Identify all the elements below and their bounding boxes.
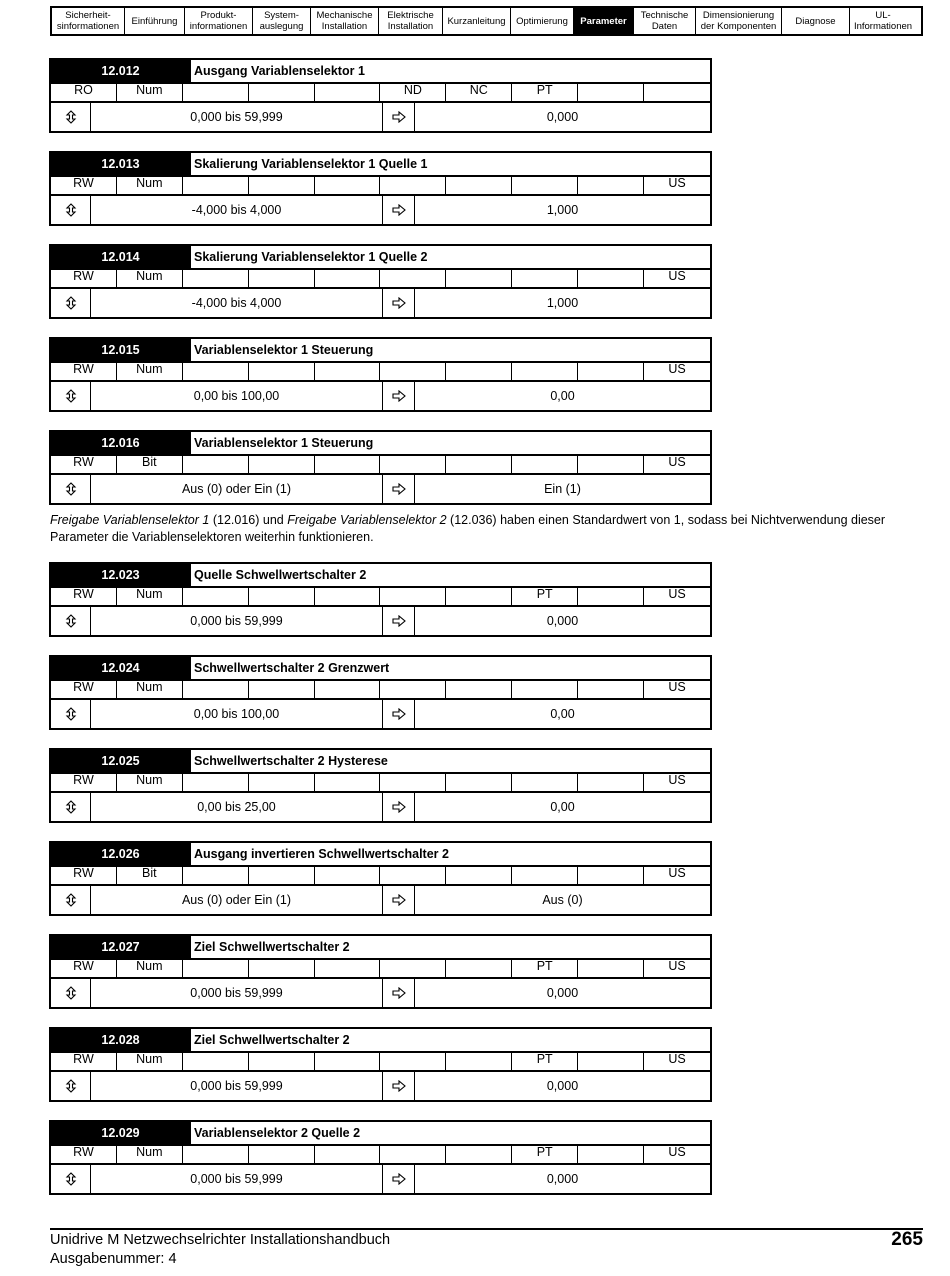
flag-cell: RW xyxy=(51,1144,117,1163)
flag-cell xyxy=(249,679,315,698)
flag-cell xyxy=(315,82,381,101)
parameter-default: Ein (1) xyxy=(544,482,581,496)
flag-cell: US xyxy=(668,773,686,787)
flag-cell xyxy=(380,268,446,287)
flag-cell: Num xyxy=(117,586,183,605)
nav-tab-einf-hrung[interactable]: Einführung xyxy=(125,8,185,34)
parameter-id: 12.029 xyxy=(51,1122,190,1144)
nav-tab-technischedaten[interactable]: Technische Daten xyxy=(634,8,696,34)
parameter-default: 0,00 xyxy=(550,800,575,814)
parameter-default: 1,000 xyxy=(546,203,579,217)
range-arrows-icon xyxy=(51,607,91,635)
flag-cell: US xyxy=(668,455,686,469)
flag-cell xyxy=(183,268,249,287)
flag-cell xyxy=(446,1051,512,1070)
parameter-table xyxy=(49,1120,712,1195)
flag-cell: Num xyxy=(117,82,183,101)
parameter-default: 1,000 xyxy=(546,296,579,310)
flag-cell xyxy=(183,1051,249,1070)
flag-cell xyxy=(315,772,381,791)
parameter-values xyxy=(51,1072,710,1100)
nav-tab-mechanischeinstallation[interactable]: Mechanische Installation xyxy=(311,8,379,34)
flag-cell xyxy=(183,865,249,884)
nav-tab-kurzanleitung[interactable]: Kurzanleitung xyxy=(443,8,511,34)
parameter-range: Aus (0) oder Ein (1) xyxy=(91,475,383,503)
flag-cell xyxy=(578,586,644,605)
parameter-table xyxy=(49,934,712,1009)
parameter-range: 0,000 bis 59,999 xyxy=(91,103,383,131)
parameter-range: 0,000 bis 59,999 xyxy=(91,607,383,635)
flag-cell xyxy=(249,268,315,287)
footer-divider xyxy=(50,1228,923,1230)
range-arrows-icon xyxy=(51,1072,91,1100)
flag-cell xyxy=(578,1051,644,1070)
flag-cell xyxy=(512,268,578,287)
parameter-values xyxy=(51,886,710,914)
parameter-table xyxy=(49,58,712,133)
flag-cell: US xyxy=(668,1145,686,1159)
note-term-2: Freigabe Variablenselektor 2 xyxy=(287,513,447,527)
default-arrow-icon xyxy=(383,1165,415,1193)
parameter-flags xyxy=(51,1051,710,1072)
nav-tab-optimierung[interactable]: Optimierung xyxy=(511,8,574,34)
parameter-default: 0,000 xyxy=(546,614,579,628)
flag-cell xyxy=(446,865,512,884)
flag-cell xyxy=(249,865,315,884)
flag-cell: US xyxy=(668,176,686,190)
flag-cell xyxy=(249,1144,315,1163)
flag-cell xyxy=(512,865,578,884)
chapter-navigation xyxy=(50,6,923,36)
flag-cell: Num xyxy=(117,1051,183,1070)
parameter-title: Variablenselektor 1 Steuerung xyxy=(190,339,710,361)
parameter-header xyxy=(51,432,710,456)
parameter-title: Variablenselektor 2 Quelle 2 xyxy=(190,1122,710,1144)
parameter-table xyxy=(49,748,712,823)
flag-cell xyxy=(446,454,512,473)
parameter-flags xyxy=(51,454,710,475)
parameter-header xyxy=(51,843,710,867)
parameter-default: 0,000 xyxy=(546,110,579,124)
flag-cell: RW xyxy=(51,454,117,473)
parameter-values xyxy=(51,103,710,131)
flag-cell: US xyxy=(668,362,686,376)
flag-cell xyxy=(446,772,512,791)
parameter-default: 0,000 xyxy=(546,986,579,1000)
flag-cell: US xyxy=(668,680,686,694)
parameter-values xyxy=(51,700,710,728)
parameter-default: Aus (0) xyxy=(542,893,583,907)
flag-cell xyxy=(380,1051,446,1070)
parameter-values xyxy=(51,196,710,224)
parameter-id: 12.023 xyxy=(51,564,190,586)
flag-cell xyxy=(446,175,512,194)
flag-cell xyxy=(249,82,315,101)
range-arrows-icon xyxy=(51,196,91,224)
parameter-id: 12.028 xyxy=(51,1029,190,1051)
default-arrow-icon xyxy=(383,607,415,635)
flag-cell xyxy=(315,1051,381,1070)
parameter-title: Ziel Schwellwertschalter 2 xyxy=(190,1029,710,1051)
flag-cell: US xyxy=(668,959,686,973)
parameter-flags xyxy=(51,1144,710,1165)
default-arrow-icon xyxy=(383,196,415,224)
parameter-range: 0,000 bis 59,999 xyxy=(91,1165,383,1193)
flag-cell: Num xyxy=(117,1144,183,1163)
parameter-values xyxy=(51,979,710,1007)
parameter-title: Ziel Schwellwertschalter 2 xyxy=(190,936,710,958)
default-arrow-icon xyxy=(383,1072,415,1100)
flag-cell xyxy=(578,958,644,977)
parameter-flags xyxy=(51,958,710,979)
parameter-flags xyxy=(51,361,710,382)
parameter-table xyxy=(49,655,712,730)
flag-cell: PT xyxy=(512,1144,578,1163)
flag-cell xyxy=(512,175,578,194)
flag-cell xyxy=(183,679,249,698)
parameter-flags xyxy=(51,175,710,196)
flag-cell xyxy=(446,958,512,977)
flag-cell: US xyxy=(668,866,686,880)
flag-cell: PT xyxy=(512,586,578,605)
flag-cell xyxy=(183,454,249,473)
parameter-range: 0,00 bis 25,00 xyxy=(91,793,383,821)
flag-cell xyxy=(183,175,249,194)
parameter-values xyxy=(51,289,710,317)
parameter-header xyxy=(51,1122,710,1146)
parameter-default: 0,00 xyxy=(550,707,575,721)
nav-tab-sicherheit-sinformationen[interactable]: Sicherheit- sinformationen xyxy=(52,8,125,34)
nav-tab-parameter[interactable]: Parameter xyxy=(574,8,634,34)
flag-cell: RW xyxy=(51,679,117,698)
flag-cell: RW xyxy=(51,175,117,194)
parameter-id: 12.015 xyxy=(51,339,190,361)
parameter-range: 0,000 bis 59,999 xyxy=(91,979,383,1007)
parameter-title: Schwellwertschalter 2 Grenzwert xyxy=(190,657,710,679)
page-number: 265 xyxy=(891,1229,923,1250)
parameter-table xyxy=(49,1027,712,1102)
note-text-1: (12.016) und xyxy=(209,513,288,527)
range-arrows-icon xyxy=(51,979,91,1007)
nav-tab-elektrischeinstallation[interactable]: Elektrische Installation xyxy=(379,8,443,34)
parameter-range: 0,00 bis 100,00 xyxy=(91,382,383,410)
range-arrows-icon xyxy=(51,289,91,317)
note-term-1: Freigabe Variablenselektor 1 xyxy=(50,513,210,527)
parameter-header xyxy=(51,750,710,774)
default-arrow-icon xyxy=(383,886,415,914)
flag-cell xyxy=(183,772,249,791)
parameter-range: Aus (0) oder Ein (1) xyxy=(91,886,383,914)
flag-cell xyxy=(446,361,512,380)
flag-cell: US xyxy=(668,269,686,283)
flag-cell xyxy=(578,454,644,473)
parameter-table xyxy=(49,841,712,916)
flag-cell: Num xyxy=(117,361,183,380)
flag-cell: RW xyxy=(51,772,117,791)
parameter-table xyxy=(49,562,712,637)
flag-cell: RW xyxy=(51,268,117,287)
flag-cell xyxy=(315,361,381,380)
parameter-range: 0,000 bis 59,999 xyxy=(91,1072,383,1100)
flag-cell xyxy=(249,586,315,605)
parameter-flags xyxy=(51,268,710,289)
flag-cell: RW xyxy=(51,361,117,380)
flag-cell xyxy=(578,865,644,884)
flag-cell xyxy=(315,958,381,977)
flag-cell xyxy=(578,772,644,791)
flag-cell xyxy=(578,175,644,194)
parameter-default: 0,000 xyxy=(546,1079,579,1093)
range-arrows-icon xyxy=(51,793,91,821)
parameter-values xyxy=(51,382,710,410)
parameter-table xyxy=(49,430,712,505)
flag-cell xyxy=(249,1051,315,1070)
parameter-title: Skalierung Variablenselektor 1 Quelle 2 xyxy=(190,246,710,268)
flag-cell: PT xyxy=(512,1051,578,1070)
parameter-values xyxy=(51,607,710,635)
flag-cell: PT xyxy=(512,958,578,977)
parameter-header xyxy=(51,657,710,681)
parameter-title: Ausgang Variablenselektor 1 xyxy=(190,60,710,82)
footer-issue: Ausgabenummer: 4 xyxy=(50,1251,177,1267)
parameter-header xyxy=(51,153,710,177)
flag-cell xyxy=(512,679,578,698)
flag-cell: NC xyxy=(446,82,512,101)
parameter-table xyxy=(49,337,712,412)
flag-cell xyxy=(578,361,644,380)
flag-cell xyxy=(578,268,644,287)
flag-cell xyxy=(183,82,249,101)
note-paragraph xyxy=(50,512,910,545)
flag-cell: US xyxy=(668,587,686,601)
range-arrows-icon xyxy=(51,382,91,410)
parameter-table xyxy=(49,151,712,226)
parameter-title: Variablenselektor 1 Steuerung xyxy=(190,432,710,454)
flag-cell xyxy=(380,772,446,791)
default-arrow-icon xyxy=(383,475,415,503)
parameter-default: 0,00 xyxy=(550,389,575,403)
default-arrow-icon xyxy=(383,382,415,410)
flag-cell xyxy=(380,958,446,977)
flag-cell xyxy=(446,679,512,698)
flag-cell xyxy=(578,1144,644,1163)
flag-cell xyxy=(380,454,446,473)
range-arrows-icon xyxy=(51,475,91,503)
parameter-flags xyxy=(51,82,710,103)
parameter-flags xyxy=(51,865,710,886)
flag-cell xyxy=(315,679,381,698)
flag-cell: RW xyxy=(51,958,117,977)
parameter-id: 12.013 xyxy=(51,153,190,175)
parameter-title: Schwellwertschalter 2 Hysterese xyxy=(190,750,710,772)
parameter-id: 12.016 xyxy=(51,432,190,454)
parameter-range: -4,000 bis 4,000 xyxy=(91,289,383,317)
flag-cell xyxy=(183,958,249,977)
parameter-values xyxy=(51,793,710,821)
nav-tab-ul-informationen[interactable]: UL- Informationen xyxy=(853,10,913,32)
default-arrow-icon xyxy=(383,289,415,317)
default-arrow-icon xyxy=(383,979,415,1007)
parameter-table xyxy=(49,244,712,319)
flag-cell xyxy=(315,586,381,605)
range-arrows-icon xyxy=(51,1165,91,1193)
flag-cell xyxy=(249,454,315,473)
flag-cell: PT xyxy=(512,82,578,101)
parameter-header xyxy=(51,564,710,588)
note-text-2: (12.036) haben einen Standardwert von 1, sodass bei Nichtverwendung dieser Parameter die Variablenselektoren weiterhin funktionieren. xyxy=(50,513,886,544)
flag-cell xyxy=(446,268,512,287)
parameter-header xyxy=(51,1029,710,1053)
flag-cell xyxy=(315,454,381,473)
parameter-flags xyxy=(51,586,710,607)
parameter-values xyxy=(51,475,710,503)
flag-cell: RO xyxy=(51,82,117,101)
parameter-id: 12.025 xyxy=(51,750,190,772)
parameter-header xyxy=(51,936,710,960)
flag-cell xyxy=(315,865,381,884)
range-arrows-icon xyxy=(51,700,91,728)
flag-cell xyxy=(249,772,315,791)
flag-cell xyxy=(380,175,446,194)
parameter-id: 12.027 xyxy=(51,936,190,958)
flag-cell xyxy=(249,958,315,977)
flag-cell xyxy=(380,1144,446,1163)
flag-cell xyxy=(644,82,710,101)
parameter-id: 12.024 xyxy=(51,657,190,679)
parameter-range: 0,00 bis 100,00 xyxy=(91,700,383,728)
parameter-id: 12.014 xyxy=(51,246,190,268)
flag-cell xyxy=(315,1144,381,1163)
parameter-header xyxy=(51,246,710,270)
flag-cell xyxy=(446,586,512,605)
flag-cell xyxy=(578,82,644,101)
footer-title: Unidrive M Netzwechselrichter Installationshandbuch xyxy=(50,1232,391,1248)
parameter-flags xyxy=(51,679,710,700)
flag-cell: ND xyxy=(380,82,446,101)
flag-cell xyxy=(512,454,578,473)
parameter-title: Quelle Schwellwertschalter 2 xyxy=(190,564,710,586)
parameter-default: 0,000 xyxy=(546,1172,579,1186)
parameter-title: Ausgang invertieren Schwellwertschalter 2 xyxy=(190,843,710,865)
flag-cell: Num xyxy=(117,679,183,698)
default-arrow-icon xyxy=(383,103,415,131)
flag-cell: RW xyxy=(51,1051,117,1070)
flag-cell: RW xyxy=(51,586,117,605)
flag-cell xyxy=(380,361,446,380)
nav-tab-diagnose[interactable]: Diagnose xyxy=(782,8,850,34)
flag-cell: Num xyxy=(117,772,183,791)
parameter-header xyxy=(51,60,710,84)
flag-cell xyxy=(315,268,381,287)
flag-cell xyxy=(183,1144,249,1163)
range-arrows-icon xyxy=(51,103,91,131)
default-arrow-icon xyxy=(383,700,415,728)
parameter-flags xyxy=(51,772,710,793)
flag-cell: Num xyxy=(117,268,183,287)
parameter-values xyxy=(51,1165,710,1193)
flag-cell xyxy=(380,679,446,698)
flag-cell: Bit xyxy=(117,865,183,884)
parameter-range: -4,000 bis 4,000 xyxy=(91,196,383,224)
flag-cell xyxy=(512,361,578,380)
parameter-header xyxy=(51,339,710,363)
flag-cell: Num xyxy=(117,175,183,194)
flag-cell xyxy=(183,361,249,380)
flag-cell xyxy=(380,586,446,605)
flag-cell xyxy=(578,679,644,698)
flag-cell xyxy=(249,175,315,194)
flag-cell: Bit xyxy=(117,454,183,473)
flag-cell xyxy=(446,1144,512,1163)
nav-tab-system-auslegung[interactable]: System- auslegung xyxy=(253,8,311,34)
flag-cell xyxy=(380,865,446,884)
parameter-title: Skalierung Variablenselektor 1 Quelle 1 xyxy=(190,153,710,175)
parameter-id: 12.026 xyxy=(51,843,190,865)
parameter-id: 12.012 xyxy=(51,60,190,82)
flag-cell xyxy=(183,586,249,605)
default-arrow-icon xyxy=(383,793,415,821)
flag-cell: RW xyxy=(51,865,117,884)
flag-cell xyxy=(249,361,315,380)
flag-cell xyxy=(512,772,578,791)
flag-cell: Num xyxy=(117,958,183,977)
flag-cell xyxy=(315,175,381,194)
nav-tab-produkt-informationen[interactable]: Produkt- informationen xyxy=(185,8,253,34)
flag-cell: US xyxy=(668,1052,686,1066)
nav-tab-dimensionierungder-komponenten[interactable]: Dimensionierung der Komponenten xyxy=(696,8,782,34)
range-arrows-icon xyxy=(51,886,91,914)
